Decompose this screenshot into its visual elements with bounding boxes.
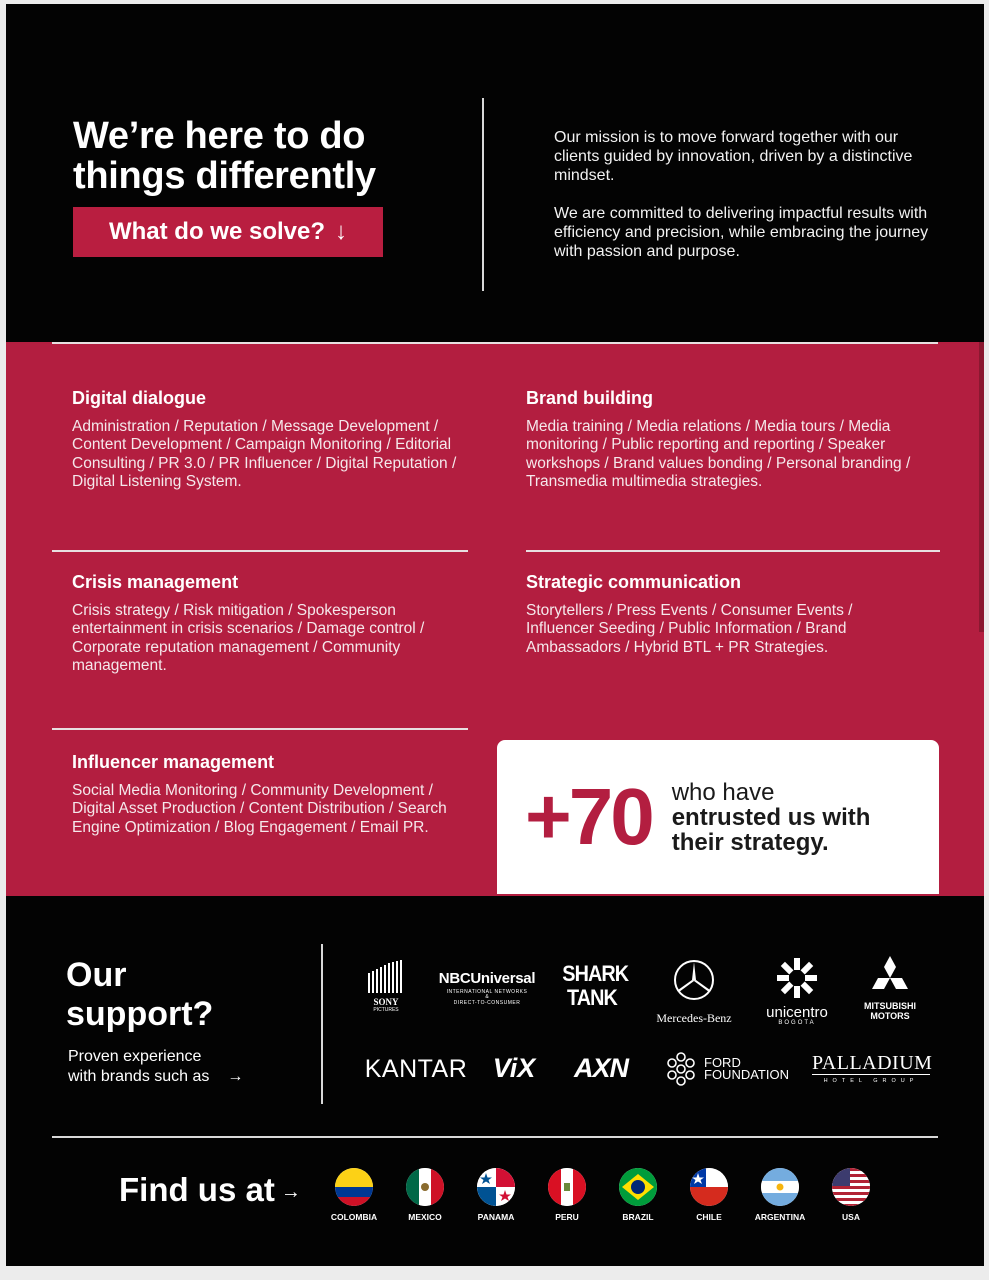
- vix-logo: ViX: [492, 1053, 536, 1083]
- footer-divider: [52, 1136, 938, 1138]
- kantar-logo: KANTAR: [364, 1055, 468, 1083]
- country-mexico[interactable]: [390, 1168, 460, 1222]
- country-label: ARGENTINA: [754, 1212, 806, 1222]
- ford-foundation-mark-icon: [664, 1052, 698, 1086]
- service-divider: [52, 728, 468, 730]
- mercedes-text: Mercedes-Benz: [656, 1011, 732, 1025]
- mitsubishi-diamonds-icon: [871, 956, 909, 996]
- service-title: Crisis management: [72, 572, 239, 592]
- client-count-line1: who have: [671, 778, 775, 806]
- client-count-card: [497, 740, 939, 894]
- mexico-flag-icon: [406, 1168, 444, 1206]
- hero-divider: [482, 98, 484, 291]
- country-argentina[interactable]: [745, 1168, 815, 1222]
- ford-foundation-logo: [664, 1052, 798, 1086]
- ford-foundation-text: [704, 1057, 789, 1081]
- chile-flag-icon: [690, 1168, 728, 1206]
- unicentro-subtext: BOGOTA: [778, 1020, 816, 1026]
- service-divider: [526, 550, 940, 552]
- nbc-sub3: DIRECT-TO-CONSUMER: [453, 1000, 521, 1006]
- mercedes-benz-logo: [646, 958, 742, 1026]
- service-title: Influencer management: [72, 752, 275, 772]
- palladium-subtext: HOTEL GROUP: [823, 1078, 919, 1084]
- nbc-text: NBCUniversal: [438, 970, 536, 987]
- usa-flag-icon: [832, 1168, 870, 1206]
- axn-logo: AXN: [573, 1053, 628, 1083]
- palladium-text: PALLADIUM: [812, 1052, 933, 1074]
- panama-flag-icon: [477, 1168, 515, 1206]
- brochure-page: [6, 4, 984, 1266]
- shark-text: SHARK: [562, 961, 629, 986]
- support-sub-line1: Proven experience: [68, 1048, 202, 1065]
- country-label: COLOMBIA: [330, 1212, 378, 1222]
- country-label: USA: [842, 1212, 860, 1222]
- service-crisis-management: [72, 572, 462, 675]
- service-description: Media training / Media relations / Media tours / Media monitoring / Public reporting and reporting / Speaker workshops / Brand values bonding / Personal branding / Transmedia multimedia strategies.: [526, 418, 911, 490]
- find-us-title: [119, 1171, 301, 1209]
- mercedes-star-icon: [672, 958, 716, 1002]
- country-label: CHILE: [696, 1212, 722, 1222]
- country-chile[interactable]: [674, 1168, 744, 1222]
- country-brazil[interactable]: [603, 1168, 673, 1222]
- service-title: Digital dialogue: [72, 388, 207, 408]
- service-description: Administration / Reputation / Message Development / Content Development / Campaign Monitoring / Editorial Consulting / PR 3.0 / PR Influencer / Digital Reputation / Digital Listening System.: [72, 418, 457, 490]
- mitsubishi-motors-logo: [852, 956, 928, 1021]
- hero-title: [73, 116, 376, 196]
- unicentro-logo: [751, 956, 843, 1026]
- country-panama[interactable]: [461, 1168, 531, 1222]
- support-title-line2: support?: [66, 995, 214, 1033]
- arrow-down-icon: ↓: [335, 218, 348, 245]
- services-top-divider: [52, 342, 938, 344]
- service-strategic-communication: [526, 572, 906, 657]
- service-description: Crisis strategy / Risk mitigation / Spokesperson entertainment in crisis scenarios / Damage control / Corporate reputation management / Community management.: [72, 602, 425, 674]
- country-label: BRAZIL: [622, 1212, 654, 1222]
- country-label: MEXICO: [408, 1212, 442, 1222]
- unicentro-burst-icon: [775, 956, 819, 1000]
- peru-flag-icon: [548, 1168, 586, 1206]
- sony-subtext: PICTURES: [373, 1007, 399, 1013]
- service-description: Storytellers / Press Events / Consumer Events / Influencer Seeding / Public Information / Brand Ambassadors / Hybrid BTL + PR Strategies.: [526, 602, 853, 656]
- services-section: [6, 342, 984, 896]
- service-brand-building: [526, 388, 946, 491]
- nbc-sub2: &: [485, 994, 489, 1000]
- country-usa[interactable]: [816, 1168, 886, 1222]
- support-title: [66, 956, 213, 1034]
- service-influencer-management: [72, 752, 462, 837]
- arrow-right-icon: →: [280, 1180, 301, 1203]
- colombia-flag-icon: [335, 1168, 373, 1206]
- foundation-text: FOUNDATION: [704, 1067, 789, 1082]
- client-count-number: +70: [525, 772, 652, 861]
- sony-pictures-logo: [362, 959, 410, 1013]
- mitsubishi-text2: MOTORS: [870, 1011, 910, 1021]
- scrollbar-thumb[interactable]: [979, 342, 984, 632]
- service-title: Strategic communication: [526, 572, 742, 592]
- country-label: PANAMA: [477, 1212, 515, 1222]
- brazil-flag-icon: [619, 1168, 657, 1206]
- client-count-line3: their strategy.: [671, 828, 829, 856]
- arrow-right-icon: →: [227, 1068, 244, 1085]
- sony-text: SONY: [373, 997, 399, 1007]
- palladium-logo: [812, 1052, 933, 1084]
- client-count-caption: [672, 780, 871, 855]
- country-peru[interactable]: [532, 1168, 602, 1222]
- nbcuniversal-logo: [424, 970, 550, 1006]
- hero-title-line2: things differently: [73, 155, 376, 197]
- service-divider: [52, 550, 468, 552]
- mission-statement: [554, 128, 934, 261]
- client-count-line2: entrusted us with: [671, 803, 871, 831]
- support-divider: [321, 944, 323, 1104]
- sony-pictures-mark: [366, 959, 406, 993]
- service-digital-dialogue: [72, 388, 462, 491]
- support-title-line1: Our: [66, 956, 127, 994]
- mission-paragraph-1: Our mission is to move forward together with our clients guided by innovation, driven by a distinctive mindset.: [554, 129, 913, 184]
- unicentro-text: unicentro: [766, 1004, 828, 1021]
- service-title: Brand building: [526, 388, 653, 408]
- service-description: Social Media Monitoring / Community Development / Digital Asset Production / Content Distribution / Search Engine Optimization / Blog Engagement / Email PR.: [72, 782, 447, 836]
- shark-tank-logo: [559, 961, 629, 1010]
- mission-paragraph-2: We are committed to delivering impactful results with efficiency and precision, while embracing the journey with passion and purpose.: [554, 205, 929, 260]
- support-subtitle: [68, 1047, 243, 1087]
- nbc-sub1: INTERNATIONAL NETWORKS: [446, 989, 528, 995]
- find-us-label: Find us at: [119, 1171, 275, 1208]
- what-do-we-solve-button[interactable]: [73, 207, 383, 257]
- mitsubishi-text1: MITSUBISHI: [863, 1001, 916, 1011]
- country-colombia[interactable]: [319, 1168, 389, 1222]
- what-do-we-solve-label: What do we solve?: [108, 218, 326, 245]
- country-label: PERU: [555, 1212, 579, 1222]
- ford-text: FORD: [704, 1055, 741, 1070]
- argentina-flag-icon: [761, 1168, 799, 1206]
- tank-text: TANK: [567, 985, 617, 1010]
- support-sub-line2: with brands such as: [68, 1068, 210, 1085]
- hero-title-line1: We’re here to do: [73, 115, 366, 157]
